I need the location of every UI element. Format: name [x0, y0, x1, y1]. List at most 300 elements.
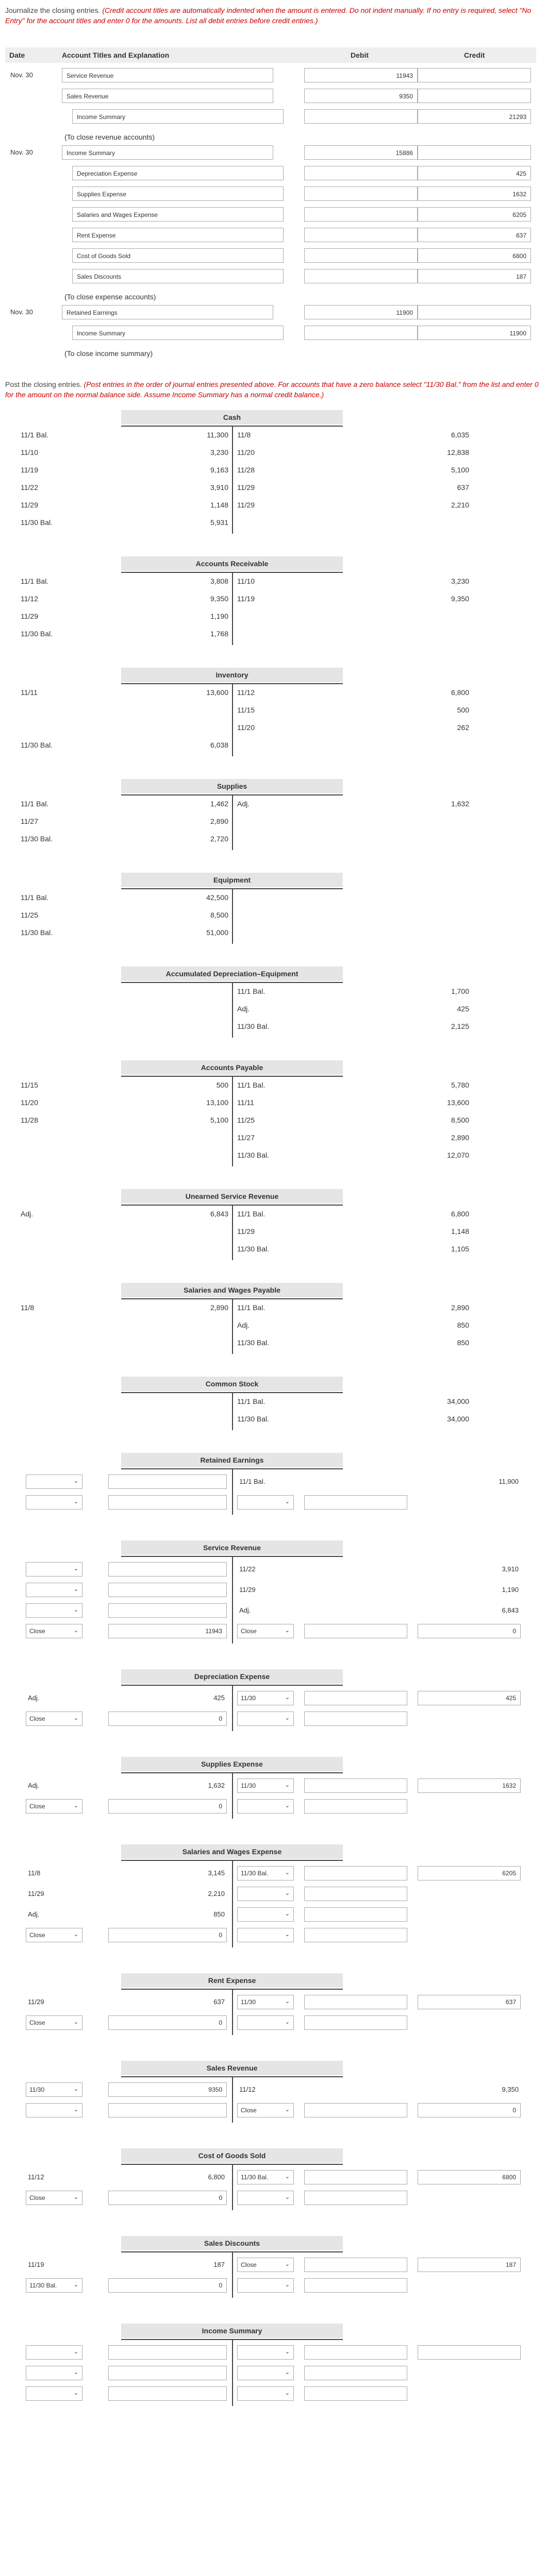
- account-title-field[interactable]: Rent Expense: [72, 228, 284, 242]
- debit-amount-text: 425: [213, 1694, 225, 1702]
- debit-label: 11/11: [21, 688, 38, 697]
- account-title-field[interactable]: Service Revenue: [62, 68, 273, 82]
- chevron-down-icon: ⌄: [285, 1782, 290, 1788]
- debit-label: 11/30 Bal.: [21, 835, 53, 843]
- debit-label: 11/30 Bal.: [21, 518, 53, 527]
- t-account-title: Supplies Expense: [121, 1757, 343, 1771]
- t-account-title: Unearned Service Revenue: [121, 1189, 343, 1204]
- journal-row: [5, 343, 536, 359]
- debit-date-dropdown[interactable]: [26, 1928, 82, 1942]
- debit-date-text: 11/29: [28, 1998, 44, 2006]
- debit-date-dropdown[interactable]: [26, 1583, 82, 1597]
- balance-amount: 13,600: [447, 1098, 469, 1107]
- chevron-down-icon: ⌄: [73, 2369, 78, 2376]
- debit-amount-input[interactable]: 0: [108, 1928, 227, 1942]
- debit-label: 11/8: [21, 1303, 35, 1312]
- credit-label: 11/1 Bal.: [237, 987, 266, 995]
- chevron-down-icon: ⌄: [285, 2194, 290, 2200]
- account-title-field[interactable]: Sales Discounts: [72, 269, 284, 283]
- balance-input[interactable]: 6800: [418, 2170, 521, 2184]
- credit-date-dropdown[interactable]: [237, 1778, 294, 1793]
- debit-field[interactable]: [304, 248, 418, 263]
- debit-field[interactable]: [304, 109, 418, 124]
- credit-field[interactable]: 637: [418, 228, 531, 242]
- credit-date-dropdown[interactable]: [237, 1995, 294, 2009]
- credit-label: 11/29: [237, 483, 255, 492]
- chevron-down-icon: ⌄: [285, 1998, 290, 2005]
- debit-amount-input[interactable]: [108, 2103, 227, 2117]
- chevron-down-icon: ⌄: [285, 2282, 290, 2288]
- ledger-row: [15, 1245, 531, 1258]
- posting-row: [15, 2386, 531, 2402]
- debit-date-text: 11/8: [28, 1869, 41, 1877]
- debit-date-dropdown[interactable]: [26, 1495, 82, 1510]
- debit-amount: 13,600: [206, 688, 228, 697]
- ledger-row: [15, 893, 531, 907]
- journal-explanation: (To close income summary): [64, 349, 153, 358]
- credit-date-dropdown[interactable]: [237, 2015, 294, 2030]
- debit-date-dropdown[interactable]: [26, 1562, 82, 1577]
- balance-amount: 425: [457, 1005, 469, 1013]
- credit-date-dropdown[interactable]: [237, 1799, 294, 1814]
- journal-row: [5, 183, 536, 204]
- debit-label: 11/22: [21, 483, 38, 492]
- ledger-row: [15, 1133, 531, 1147]
- debit-date-text: 11/12: [28, 2173, 44, 2181]
- ledger-row: [15, 911, 531, 924]
- t-account-title: Sales Revenue: [121, 2061, 343, 2075]
- debit-amount-input[interactable]: 0: [108, 2278, 227, 2293]
- debit-amount: 3,808: [210, 577, 228, 585]
- debit-amount: 2,890: [210, 1303, 228, 1312]
- balance-amount: 850: [457, 1321, 469, 1329]
- account-title-field[interactable]: Cost of Goods Sold: [72, 248, 284, 263]
- debit-date-dropdown[interactable]: [26, 2191, 82, 2205]
- credit-field[interactable]: 1632: [418, 187, 531, 201]
- chevron-down-icon: ⌄: [73, 2019, 78, 2025]
- debit-amount: 9,163: [210, 466, 228, 474]
- credit-date-text: Adj.: [239, 1606, 251, 1614]
- account-title-field[interactable]: Retained Earnings: [62, 305, 273, 319]
- balance-input[interactable]: 6205: [418, 1866, 521, 1880]
- debit-label: 11/12: [21, 595, 38, 603]
- t-account-title: Cash: [121, 410, 343, 425]
- credit-label: 11/25: [237, 1116, 255, 1124]
- ledger-row: [15, 741, 531, 754]
- posting-row: [15, 1866, 531, 1882]
- t-account-title: Accumulated Depreciation–Equipment: [121, 967, 343, 981]
- t-account-title: Inventory: [121, 668, 343, 682]
- t-account-title: Salaries and Wages Payable: [121, 1283, 343, 1297]
- balance-input[interactable]: 637: [418, 1995, 521, 2009]
- credit-amount-input[interactable]: [304, 1711, 407, 1726]
- posting-row: [15, 2258, 531, 2273]
- account-title-field[interactable]: Income Summary: [72, 326, 284, 340]
- posting-row: [15, 1475, 531, 1490]
- credit-amount-input[interactable]: [304, 1799, 407, 1814]
- debit-label: 11/30 Bal.: [21, 630, 53, 638]
- balance-input[interactable]: 425: [418, 1691, 521, 1705]
- credit-date-dropdown[interactable]: [237, 1624, 294, 1638]
- debit-amount-text: 187: [213, 2261, 225, 2268]
- t-account-title: Service Revenue: [121, 1540, 343, 1555]
- credit-field[interactable]: [418, 145, 531, 160]
- debit-amount-input[interactable]: [108, 2366, 227, 2380]
- posting-row: [15, 1887, 531, 1902]
- balance-text: 6,843: [502, 1606, 519, 1614]
- chevron-down-icon: ⌄: [73, 1715, 78, 1721]
- balance-input[interactable]: 0: [418, 2103, 521, 2117]
- ledger-row: [15, 1227, 531, 1241]
- chevron-down-icon: ⌄: [73, 2194, 78, 2200]
- t-account-title: Sales Discounts: [121, 2236, 343, 2250]
- header-debit: Debit: [351, 51, 369, 59]
- ledger-row: [15, 1005, 531, 1018]
- credit-amount-input[interactable]: [304, 2386, 407, 2401]
- credit-label: 11/1 Bal.: [237, 1210, 266, 1218]
- credit-amount-input[interactable]: [304, 2015, 407, 2030]
- credit-date-dropdown[interactable]: [237, 2366, 294, 2380]
- debit-amount-input[interactable]: [108, 2345, 227, 2360]
- journal-row: [5, 245, 536, 266]
- debit-field[interactable]: 11943: [304, 68, 418, 82]
- account-title-field[interactable]: Salaries and Wages Expense: [72, 207, 284, 222]
- t-account-title: Cost of Goods Sold: [121, 2148, 343, 2163]
- credit-date-dropdown[interactable]: [237, 1866, 294, 1880]
- debit-amount-text: 1,632: [208, 1782, 225, 1789]
- balance-input[interactable]: 1632: [418, 1778, 521, 1793]
- debit-amount: 1,462: [210, 800, 228, 808]
- debit-field[interactable]: [304, 269, 418, 283]
- credit-date-dropdown[interactable]: [237, 1691, 294, 1705]
- credit-label: 11/8: [237, 431, 251, 439]
- debit-field[interactable]: [304, 207, 418, 222]
- credit-field[interactable]: [418, 68, 531, 82]
- debit-field[interactable]: 9350: [304, 89, 418, 103]
- chevron-down-icon: ⌄: [285, 1870, 290, 1876]
- debit-field[interactable]: [304, 166, 418, 180]
- credit-field[interactable]: 21293: [418, 109, 531, 124]
- debit-amount: 500: [216, 1081, 228, 1089]
- ledger-row: [15, 577, 531, 590]
- credit-amount-input[interactable]: [304, 1928, 407, 1942]
- credit-amount-input[interactable]: [304, 1866, 407, 1880]
- debit-date-selected-value: 11/30 Bal.: [29, 2282, 57, 2289]
- credit-date-dropdown[interactable]: [237, 2258, 294, 2272]
- credit-label: 11/29: [237, 1227, 255, 1235]
- credit-date-dropdown[interactable]: [237, 1907, 294, 1922]
- ledger-row: [15, 800, 531, 813]
- credit-field[interactable]: [418, 89, 531, 103]
- debit-amount-text: 2,210: [208, 1890, 225, 1897]
- credit-label: Adj.: [237, 800, 250, 808]
- credit-amount-input[interactable]: [304, 1495, 407, 1510]
- credit-date-dropdown[interactable]: [237, 2278, 294, 2293]
- chevron-down-icon: ⌄: [285, 1499, 290, 1505]
- t-account-title: Supplies: [121, 779, 343, 793]
- credit-date-dropdown[interactable]: [237, 1887, 294, 1901]
- balance-amount: 8,500: [451, 1116, 469, 1124]
- credit-date-dropdown[interactable]: [237, 2386, 294, 2401]
- balance-amount: 1,632: [451, 800, 469, 808]
- t-account-title: Income Summary: [121, 2324, 343, 2338]
- credit-amount-input[interactable]: [304, 1887, 407, 1901]
- credit-date-dropdown[interactable]: [237, 2103, 294, 2117]
- debit-label: 11/1 Bal.: [21, 577, 49, 585]
- account-title-field[interactable]: Income Summary: [72, 109, 284, 124]
- chevron-down-icon: ⌄: [73, 1628, 78, 1634]
- header-account: Account Titles and Explanation: [62, 51, 170, 59]
- credit-amount-input[interactable]: [304, 2170, 407, 2184]
- balance-amount: 6,035: [451, 431, 469, 439]
- credit-label: 11/30 Bal.: [237, 1151, 270, 1159]
- debit-amount-text: 3,145: [208, 1869, 225, 1877]
- credit-amount-input[interactable]: [304, 1691, 407, 1705]
- debit-field[interactable]: [304, 326, 418, 340]
- debit-date-dropdown[interactable]: [26, 1799, 82, 1814]
- posting-row: [15, 1799, 531, 1815]
- debit-date-dropdown[interactable]: [26, 2015, 82, 2030]
- debit-amount-input[interactable]: [108, 1583, 227, 1597]
- posting-row: [15, 1583, 531, 1598]
- credit-amount-input[interactable]: [304, 2103, 407, 2117]
- chevron-down-icon: ⌄: [285, 1931, 290, 1938]
- credit-label: 11/30 Bal.: [237, 1245, 270, 1253]
- ledger-row: [15, 518, 531, 532]
- credit-amount-input[interactable]: [304, 1995, 407, 2009]
- chevron-down-icon: ⌄: [285, 1911, 290, 1917]
- debit-label: 11/1 Bal.: [21, 431, 49, 439]
- debit-amount-text: 850: [213, 1910, 225, 1918]
- debit-label: 11/15: [21, 1081, 38, 1089]
- balance-input[interactable]: 0: [418, 1624, 521, 1638]
- debit-amount: 5,100: [210, 1116, 228, 1124]
- debit-amount: 1,768: [210, 630, 228, 638]
- posting-row: [15, 1495, 531, 1511]
- journal-row: [5, 266, 536, 286]
- debit-amount: 1,190: [210, 612, 228, 620]
- debit-amount-input[interactable]: 11943: [108, 1624, 227, 1638]
- debit-amount-input[interactable]: 0: [108, 2015, 227, 2030]
- debit-amount-input[interactable]: 9350: [108, 2082, 227, 2097]
- posting-row: [15, 1711, 531, 1727]
- debit-amount: 6,038: [210, 741, 228, 749]
- journal-date: Nov. 30: [10, 148, 33, 156]
- ledger-row: [15, 501, 531, 514]
- ledger-row: [15, 1151, 531, 1164]
- chevron-down-icon: ⌄: [285, 2107, 290, 2113]
- debit-field[interactable]: 11900: [304, 305, 418, 319]
- balance-text: 3,910: [502, 1565, 519, 1573]
- debit-amount: 3,910: [210, 483, 228, 492]
- instructions-lead: Journalize the closing entries.: [5, 6, 101, 14]
- header-date: Date: [9, 51, 25, 59]
- credit-label: 11/10: [237, 577, 255, 585]
- debit-amount: 13,100: [206, 1098, 228, 1107]
- credit-date-dropdown[interactable]: [237, 1928, 294, 1942]
- debit-amount-input[interactable]: 0: [108, 1711, 227, 1726]
- ledger-row: [15, 1321, 531, 1334]
- credit-amount-input[interactable]: [304, 2258, 407, 2272]
- t-account-title: Accounts Receivable: [121, 556, 343, 571]
- posting-row: [15, 1562, 531, 1578]
- debit-date-selected-value: Close: [29, 2019, 45, 2026]
- chevron-down-icon: ⌄: [73, 2349, 78, 2355]
- debit-amount-input[interactable]: [108, 1603, 227, 1618]
- debit-date-dropdown[interactable]: [26, 1624, 82, 1638]
- chevron-down-icon: ⌄: [73, 1607, 78, 1613]
- posting-row: [15, 2345, 531, 2361]
- credit-date-selected-value: Close: [241, 2107, 257, 2114]
- debit-amount-input[interactable]: 0: [108, 1799, 227, 1814]
- ledger-row: [15, 483, 531, 497]
- chevron-down-icon: ⌄: [73, 2282, 78, 2288]
- debit-date-dropdown[interactable]: [26, 1711, 82, 1726]
- credit-amount-input[interactable]: [304, 2345, 407, 2360]
- ledger-row: [15, 1303, 531, 1317]
- credit-amount-input[interactable]: [304, 1624, 407, 1638]
- credit-label: 11/27: [237, 1133, 255, 1142]
- debit-amount-input[interactable]: [108, 1562, 227, 1577]
- balance-amount: 6,800: [451, 1210, 469, 1218]
- credit-date-selected-value: Close: [241, 1628, 257, 1635]
- journal-row: [5, 286, 536, 302]
- debit-amount: 11,300: [207, 431, 228, 439]
- ledger-row: [15, 987, 531, 1001]
- debit-label: 11/30 Bal.: [21, 928, 53, 937]
- debit-field[interactable]: [304, 228, 418, 242]
- debit-label: 11/29: [21, 501, 38, 509]
- debit-date-dropdown[interactable]: [26, 1475, 82, 1489]
- credit-date-dropdown[interactable]: [237, 1711, 294, 1726]
- journal-row: [5, 86, 536, 106]
- chevron-down-icon: ⌄: [73, 1931, 78, 1938]
- debit-amount-input[interactable]: [108, 2386, 227, 2401]
- debit-amount: 3,230: [210, 448, 228, 456]
- debit-amount-input[interactable]: [108, 1495, 227, 1510]
- credit-field[interactable]: 187: [418, 269, 531, 283]
- debit-amount: 42,500: [206, 893, 228, 902]
- credit-field[interactable]: 425: [418, 166, 531, 180]
- credit-field[interactable]: [418, 305, 531, 319]
- credit-date-selected-value: 11/30: [241, 1694, 256, 1702]
- debit-label: 11/1 Bal.: [21, 893, 49, 902]
- instructions-rule: (Post entries in the order of journal entries presented above. For accounts that have a zero balance select "11/30 Bal." from the list and enter 0 for the amount on the normal balance side. Assume Income Summary has a normal credit balance.): [5, 380, 539, 399]
- credit-amount-input[interactable]: [304, 1778, 407, 1793]
- ledger-row: [15, 1022, 531, 1036]
- journal-row: [5, 106, 536, 127]
- debit-amount-input[interactable]: [108, 1475, 227, 1489]
- ledger-row: [15, 835, 531, 848]
- balance-amount: 12,070: [447, 1151, 469, 1159]
- posting-row: [15, 1691, 531, 1706]
- chevron-down-icon: ⌄: [285, 2390, 290, 2396]
- credit-field[interactable]: 6800: [418, 248, 531, 263]
- balance-amount: 1,148: [451, 1227, 469, 1235]
- chevron-down-icon: ⌄: [285, 1715, 290, 1721]
- ledger-row: [15, 706, 531, 719]
- debit-date-selected-value: Close: [29, 1931, 45, 1939]
- debit-date-dropdown[interactable]: [26, 2103, 82, 2117]
- debit-date-dropdown[interactable]: [26, 2345, 82, 2360]
- t-account-title: Common Stock: [121, 1377, 343, 1391]
- credit-label: 11/19: [237, 595, 255, 603]
- account-title-field[interactable]: Depreciation Expense: [72, 166, 284, 180]
- credit-amount-input[interactable]: [304, 2191, 407, 2205]
- credit-field[interactable]: 11900: [418, 326, 531, 340]
- debit-amount-input[interactable]: 0: [108, 2191, 227, 2205]
- credit-date-dropdown[interactable]: [237, 2191, 294, 2205]
- credit-label: 11/1 Bal.: [237, 1397, 266, 1405]
- balance-input[interactable]: 187: [418, 2258, 521, 2272]
- debit-date-dropdown[interactable]: [26, 2366, 82, 2380]
- account-title-field[interactable]: Income Summary: [62, 145, 273, 160]
- credit-date-dropdown[interactable]: [237, 2170, 294, 2184]
- balance-input[interactable]: [418, 2345, 521, 2360]
- balance-amount: 850: [457, 1338, 469, 1347]
- credit-date-selected-value: 11/30 Bal.: [241, 2174, 269, 2181]
- debit-label: 11/25: [21, 911, 38, 919]
- credit-date-dropdown[interactable]: [237, 2345, 294, 2360]
- debit-label: 11/20: [21, 1098, 38, 1107]
- debit-date-selected-value: 11/30: [29, 2086, 45, 2093]
- credit-date-text: 11/22: [239, 1565, 256, 1573]
- ledger-row: [15, 1397, 531, 1411]
- ledger-row: [15, 688, 531, 702]
- journal-header: [5, 47, 536, 63]
- credit-date-dropdown[interactable]: [237, 1495, 294, 1510]
- chevron-down-icon: ⌄: [285, 2019, 290, 2025]
- posting-row: [15, 1928, 531, 1943]
- account-title-field[interactable]: Sales Revenue: [62, 89, 273, 103]
- credit-date-text: 11/12: [239, 2086, 256, 2093]
- debit-date-dropdown[interactable]: [26, 1603, 82, 1618]
- debit-amount-text: 6,800: [208, 2173, 225, 2181]
- debit-date-dropdown[interactable]: [26, 2386, 82, 2401]
- balance-amount: 5,100: [451, 466, 469, 474]
- debit-date-text: 11/19: [28, 2261, 44, 2268]
- posting-row: [15, 1778, 531, 1794]
- journal-row: [5, 204, 536, 225]
- debit-label: 11/27: [21, 817, 38, 825]
- posting-row: [15, 2278, 531, 2294]
- journal-row: [5, 127, 536, 142]
- debit-date-dropdown[interactable]: [26, 2082, 82, 2097]
- t-account-title: Equipment: [121, 873, 343, 887]
- chevron-down-icon: ⌄: [285, 2369, 290, 2376]
- chevron-down-icon: ⌄: [285, 1803, 290, 1809]
- credit-amount-input[interactable]: [304, 2366, 407, 2380]
- header-credit: Credit: [464, 51, 485, 59]
- debit-amount: 1,148: [210, 501, 228, 509]
- journal-explanation: (To close revenue accounts): [64, 133, 155, 141]
- ledger-row: [15, 928, 531, 942]
- debit-date-dropdown[interactable]: [26, 2278, 82, 2293]
- credit-field[interactable]: 6205: [418, 207, 531, 222]
- ledger-row: [15, 466, 531, 479]
- credit-label: 11/30 Bal.: [237, 1338, 270, 1347]
- account-title-field[interactable]: Supplies Expense: [72, 187, 284, 201]
- debit-label: Adj.: [21, 1210, 34, 1218]
- chevron-down-icon: ⌄: [285, 2174, 290, 2180]
- credit-amount-input[interactable]: [304, 2278, 407, 2293]
- credit-amount-input[interactable]: [304, 1907, 407, 1922]
- credit-date-selected-value: 11/30 Bal.: [241, 1870, 269, 1877]
- debit-label: 11/10: [21, 448, 38, 456]
- ledger-row: [15, 612, 531, 625]
- debit-field[interactable]: [304, 187, 418, 201]
- debit-field[interactable]: 15886: [304, 145, 418, 160]
